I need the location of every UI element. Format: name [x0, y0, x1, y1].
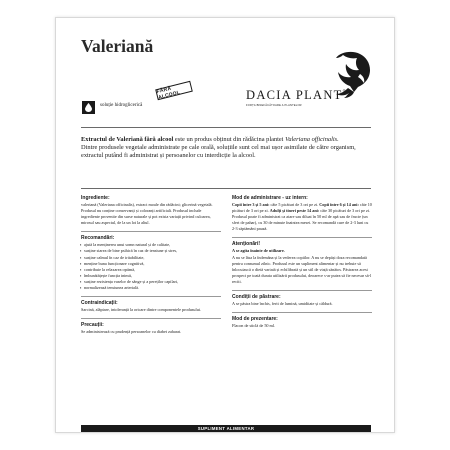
contra-text: Sarcină, alăptare, intoleranță la oricare dintre componentele produsului. [81, 307, 201, 313]
intro-paragraph: Extractul de Valeriană fără alcool este un produs obținut din rădăcina plantei Valeriana officinalis. Dintre produsele vegetale administrate pe cale orală, soluțiile sunt cel mai ușor asimilate de către organism, extractul putând fi administrat și persoanelor cu interdicție la alcool. [81, 136, 356, 160]
intro-species: Valeriana officinalis. [285, 136, 339, 143]
section-divider [81, 296, 221, 297]
brand-tagline: FORȚA BINEFĂCĂTOARE A PLANTELOR [246, 104, 302, 107]
section-divider [232, 237, 372, 238]
section-divider [81, 231, 221, 232]
admin-text: Copii între 3 și 5 ani: câte 5 picături de 3 ori pe zi. Copii între 6 și 14 ani: câte 10 picături de 3 ori pe zi. Adulți și tineri peste 14 ani: câte 30 picături de 3 ori pe zi. Produsul poate fi administrat ca atare sau diluat în 50 ml de apă sau de fructe (un sfert de pahar), cu 30 de minute înaintea mesei. Se recomandă cure de 2-3 luni cu 2-3 săptămâni pauză. [232, 202, 372, 232]
storage-title: Condiții de păstrare: [232, 294, 281, 301]
product-title: Valeriană [81, 36, 154, 56]
intro-lead: Extractul de Valeriană fără alcool [81, 136, 174, 143]
precautions-title: Precauții: [81, 322, 104, 329]
ingredients-text: valeriană (Valeriana officinalis), extract moale din rădăcini; glicerină vegetală. Produsul nu conține conservanți și coloranți artificiali. Produsul include ingrediente provenite din surse naturale și pot exista variații privind culoarea, mirosul sau aspectul, de la un lot la altul. [81, 202, 213, 226]
right-column [232, 195, 372, 334]
left-column [81, 195, 221, 340]
recommended-item: ▪ susține calmul în caz de iritabilitate, [81, 255, 221, 261]
recommended-item: ▪ normalizează tensiunea arterială. [81, 285, 221, 291]
section-divider [81, 318, 221, 319]
solution-type: soluție hidroglicerică [100, 103, 143, 108]
section-divider [232, 290, 372, 291]
section-divider [232, 312, 372, 313]
water-drop-icon [82, 101, 95, 114]
intro-divider [81, 188, 371, 189]
warnings-title: Atenționări! [232, 241, 261, 248]
precautions-text: Se administrează cu prudență persoanelor cu diabet zaharat. [81, 329, 182, 335]
brand-name: DACIA PLANT® [246, 88, 347, 102]
food-supplement-banner: SUPLIMENT ALIMENTAR [81, 425, 371, 432]
recommended-title: Recomandări: [81, 235, 115, 242]
admin-title: Mod de administrare - uz intern: [232, 195, 308, 201]
warnings-text: A se agita înainte de utilizare. A nu se lăsa la îndemâna și la vederea copiilor. A nu se depăși doza recomandată pentru consumul zilnic. Produsul este un supliment alimentar și nu trebuie să înlocuiască o dietă variată și echilibrată și un stil de viață sănătos. Păstrarea acest prospect pe toată durata utilizării produsului, deoarece s-ar putea să fie necesar să-l reciti. [232, 248, 372, 284]
recommended-item: ▪ susține rezistența vaselor de sânge și a pereților capilari, [81, 279, 221, 285]
storage-text: A se păstra bine închis, ferit de lumină, umiditate și căldură. [232, 301, 333, 307]
alcohol-free-stamp: FĂRĂ ALCOOL [155, 81, 193, 100]
contra-title: Contraindicații: [81, 300, 118, 307]
presentation-title: Mod de prezentare: [232, 316, 278, 323]
recommended-item: ▪ menține buna funcționare cognitivă, [81, 261, 221, 267]
recommended-item: ▪ susține starea de bine psihică în caz de tensiune și stres, [81, 248, 221, 254]
recommended-list [81, 242, 221, 291]
header-divider [81, 127, 371, 128]
ingredients-title: Ingrediente: [81, 195, 110, 201]
presentation-text: Flacon de sticlă de 50 ml. [232, 323, 276, 329]
product-label [55, 17, 395, 433]
recommended-item: ▪ îmbunătățește funcția inimii, [81, 273, 221, 279]
brand-block [242, 50, 376, 116]
recommended-item: ▪ ajută la menținerea unui somn natural și de calitate, [81, 242, 221, 248]
recommended-item: ▪ contribuie la relaxarea optimă, [81, 267, 221, 273]
